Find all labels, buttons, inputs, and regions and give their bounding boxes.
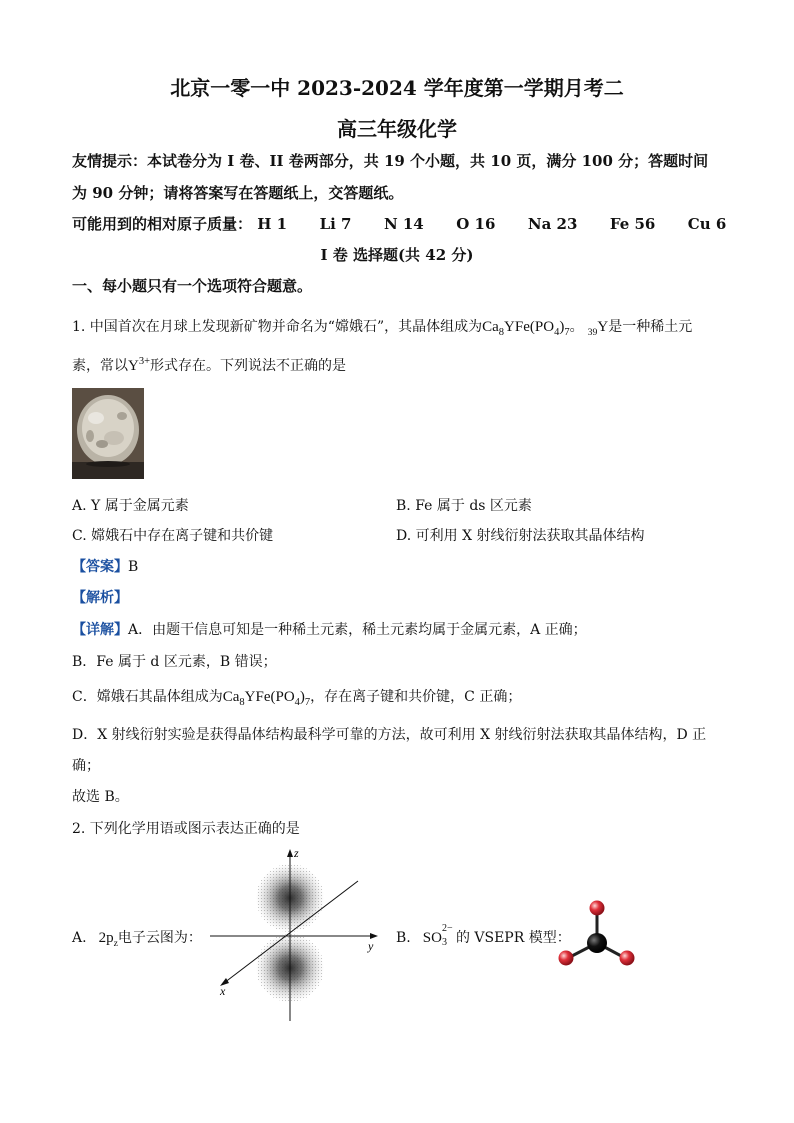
atomic-mass-item: Fe 56	[609, 215, 656, 233]
atomic-mass-item: H 1	[257, 215, 288, 233]
atomic-mass-label: 可能用到的相对原子质量：	[72, 215, 253, 233]
x-axis-label: x	[220, 984, 226, 998]
z-axis-label: z	[294, 846, 299, 860]
q1-analysis-label: 【解析】	[72, 590, 128, 606]
q1-stem-line-2: 素，常以$Y^{3+}$形式存在。下列说法不正确的是	[72, 356, 347, 374]
vsepr-model	[552, 895, 642, 970]
section-heading: I 卷 选择题(共 42 分)	[320, 246, 474, 264]
y-axis-label: y	[368, 939, 374, 953]
exam-title: 北京一零一中 2023-2024 学年度第一学期月考二	[170, 76, 624, 100]
pz-orbital-diagram	[200, 843, 390, 1028]
q1-yttrium: $_{39}$Y	[587, 319, 609, 338]
q1-detail-a: 【详解】A．由题干信息可知是一种稀土元素，稀土元素均属于金属元素，A 正确；	[72, 622, 587, 638]
detail-label: 【详解】	[72, 622, 128, 638]
answer-value: B	[128, 559, 139, 575]
tips-line-2: 为 90 分钟；请将答案写在答题纸上，交答题纸。	[72, 184, 404, 202]
exam-subtitle: 高三年级化学	[337, 117, 457, 141]
oxygen-ball-top	[590, 901, 605, 916]
q1-detail-b: B．Fe 属于 d 区元素，B 错误；	[72, 654, 277, 670]
change-stone-photo	[72, 388, 144, 479]
q1-option-c: C. 嫦娥石中存在离子键和共价键	[72, 528, 274, 544]
q1-detail-formula: $Ca_8YFe(PO_4)_7$	[222, 689, 311, 708]
q1-detail-d-line-1: D．X 射线衍射实验是获得晶体结构最科学可靠的方法，故可利用 X 射线衍射法获取其晶体结构，D 正	[72, 727, 707, 743]
q1-detail-c: C．嫦娥石其晶体组成为$Ca_8YFe(PO_4)_7$，存在离子键和共价键，C 正确；	[72, 689, 522, 708]
q1-stem-line-1: 1. 中国首次在月球上发现新矿物并命名为“嫦娥石”，其晶体组成为$Ca_8YFe(PO_4)_7$。 $_{39}$Y是一种稀土元	[72, 319, 693, 338]
q2-option-a-label: A. $2p_z$电子云图为：	[72, 930, 202, 949]
q2-stem: 2. 下列化学用语或图示表达正确的是	[72, 821, 300, 837]
q1-detail-d-line-2: 确；	[72, 758, 100, 774]
q1-option-d: D. 可利用 X 射线衍射法获取其晶体结构	[396, 528, 645, 544]
section-instruction: 一、每小题只有一个选项符合题意。	[72, 277, 313, 295]
q1-option-b: B. Fe 属于 ds 区元素	[396, 498, 532, 514]
oxygen-ball-right	[620, 951, 635, 966]
oxygen-ball-left	[559, 951, 574, 966]
q1-y3-ion: $Y^{3+}$	[128, 356, 151, 374]
sulfur-ball	[587, 933, 607, 953]
answer-label: 【答案】	[72, 559, 128, 575]
q1-conclusion: 故选 B。	[72, 789, 129, 805]
q2-option-b-label: B. SO 2− 3 的 VSEPR 模型：	[396, 923, 571, 948]
q1-text: 1. 中国首次在月球上发现新矿物并命名为“嫦娥石”，其晶体组成为	[72, 319, 483, 335]
atomic-mass-item: O 16	[456, 215, 496, 233]
q1-option-a: A. Y 属于金属元素	[72, 498, 189, 514]
change-stone-illustration	[72, 388, 144, 479]
atomic-mass-item: Cu 6	[687, 215, 727, 233]
atomic-mass-item: Na 23	[527, 215, 578, 233]
atomic-mass-item: N 14	[383, 215, 424, 233]
q1-formula: $Ca_8YFe(PO_4)_7$	[482, 319, 570, 338]
q1-answer	[72, 556, 138, 576]
tips-line-1: 友情提示：本试卷分为 I 卷、II 卷两部分，共 19 个小题，共 10 页，满分 100 分；答题时间	[72, 152, 709, 170]
atomic-mass-item: Li 7	[319, 215, 352, 233]
atomic-mass-row	[72, 213, 726, 234]
